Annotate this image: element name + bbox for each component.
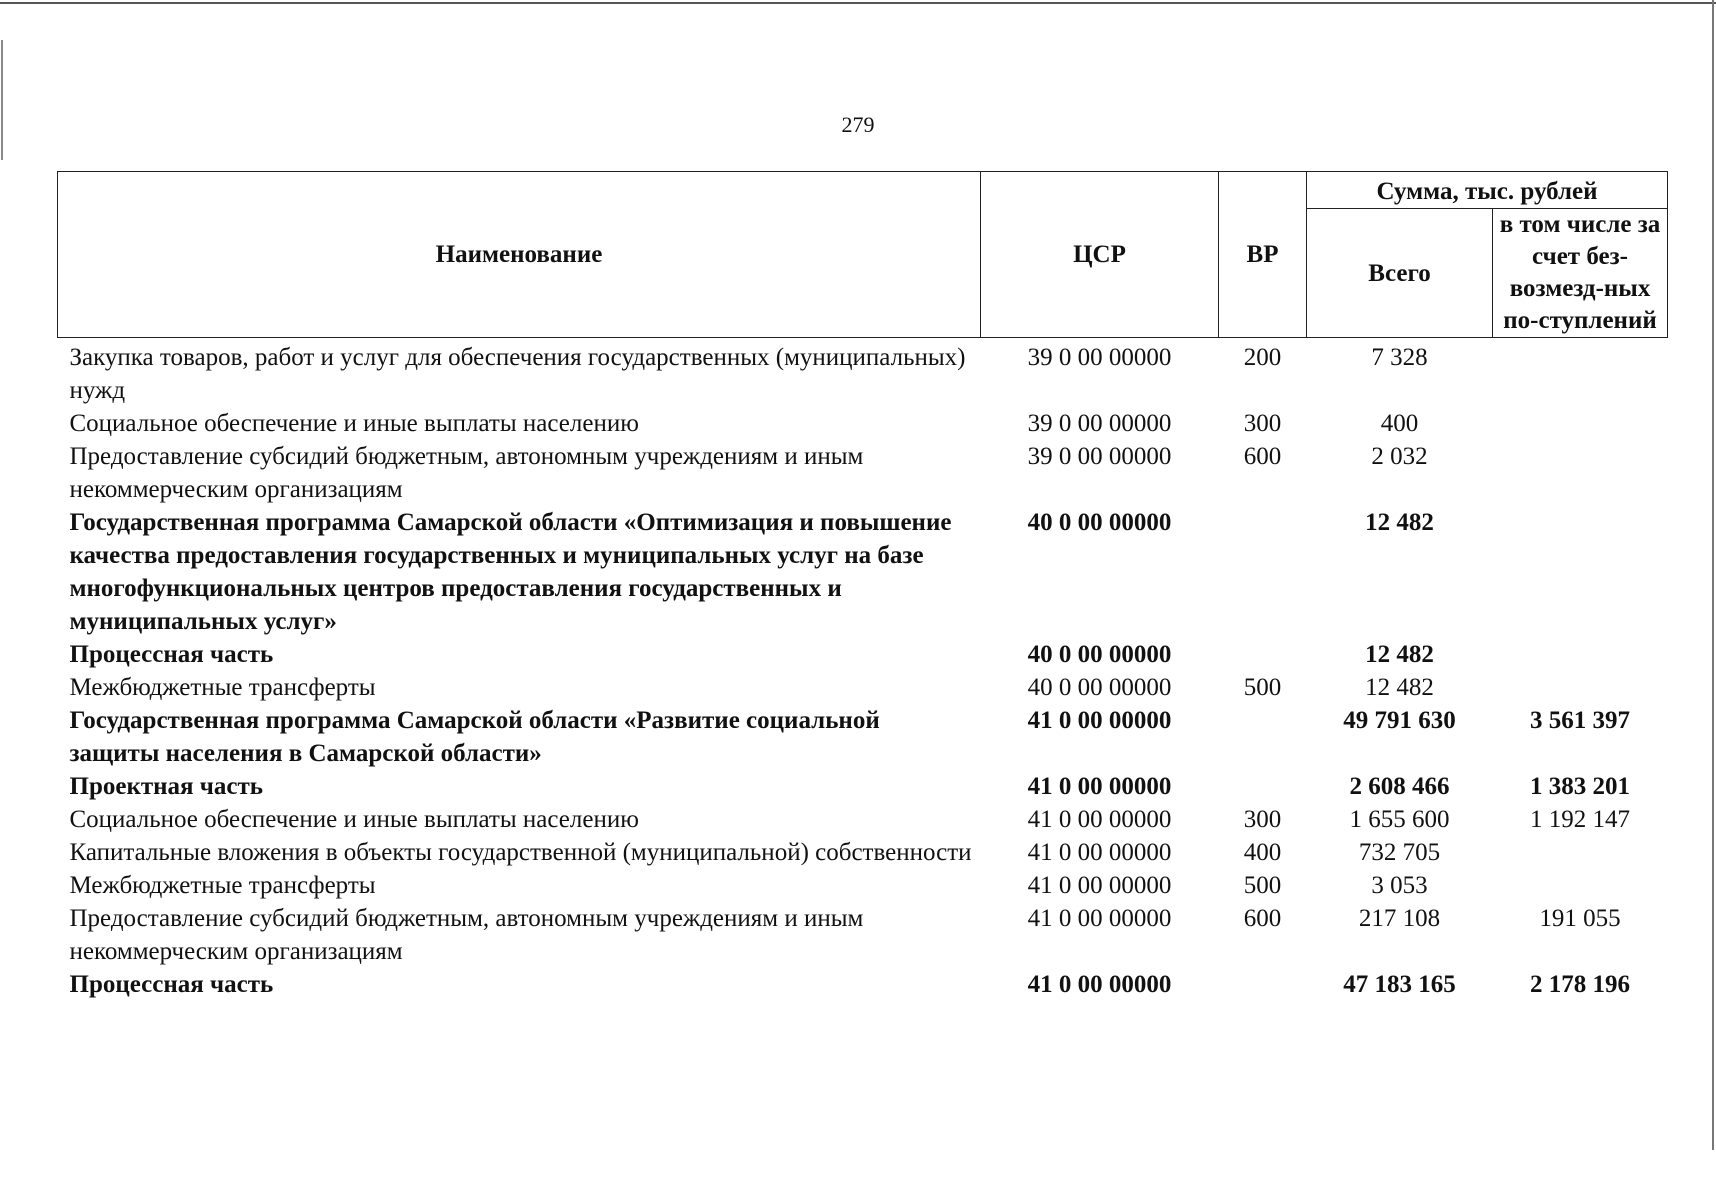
cell-total: 3 053 <box>1371 872 1428 899</box>
cell-total: 12 482 <box>1365 641 1434 668</box>
cell-free <box>1493 407 1668 440</box>
table-body <box>58 338 1668 1002</box>
table-row <box>58 869 1668 902</box>
cell-vr <box>1219 968 1307 1001</box>
cell-vr: 300 <box>1243 806 1282 833</box>
cell-csr: 41 0 00 00000 <box>1027 707 1172 734</box>
cell-vr: 300 <box>1243 410 1282 437</box>
cell-name: Государственная программа Самарской области «Оптимизация и повышение качества предоставления государственных и муниципальных услуг на базе многофункциональных центров предоставления государственных и муниципальных услуг» <box>69 509 952 635</box>
table-row <box>58 407 1668 440</box>
header-csr: ЦСР <box>981 172 1219 338</box>
table-row <box>58 902 1668 968</box>
table-row <box>58 803 1668 836</box>
cell-free <box>1493 338 1668 408</box>
cell-name: Социальное обеспечение и иные выплаты населению <box>69 806 639 833</box>
scan-top-border <box>0 2 1716 4</box>
table-header <box>58 172 1668 338</box>
cell-vr: 400 <box>1243 839 1282 866</box>
cell-free <box>1493 671 1668 704</box>
table-row <box>58 440 1668 506</box>
cell-vr <box>1219 770 1307 803</box>
cell-total: 2 032 <box>1371 443 1428 470</box>
cell-name: Государственная программа Самарской области «Развитие социальной защиты населения в Самарской области» <box>69 707 880 767</box>
table-row <box>58 671 1668 704</box>
cell-total: 732 705 <box>1358 839 1441 866</box>
cell-vr: 200 <box>1243 344 1282 371</box>
cell-name: Социальное обеспечение и иные выплаты населению <box>69 410 639 437</box>
cell-csr: 40 0 00 00000 <box>1027 641 1172 668</box>
cell-name: Процессная часть <box>69 641 274 668</box>
table-row <box>58 338 1668 408</box>
cell-csr: 40 0 00 00000 <box>1027 674 1172 701</box>
cell-total: 1 655 600 <box>1349 806 1450 833</box>
cell-total: 217 108 <box>1358 905 1441 932</box>
cell-total: 2 608 466 <box>1349 773 1450 800</box>
cell-name: Закупка товаров, работ и услуг для обеспечения государственных (муниципальных) нужд <box>69 344 966 404</box>
cell-name: Процессная часть <box>69 971 274 998</box>
cell-name: Межбюджетные трансферты <box>69 674 376 701</box>
cell-csr: 41 0 00 00000 <box>1027 872 1172 899</box>
cell-vr <box>1219 704 1307 770</box>
cell-vr: 500 <box>1243 674 1282 701</box>
table-row <box>58 770 1668 803</box>
header-vr: ВР <box>1219 172 1307 338</box>
cell-csr: 41 0 00 00000 <box>1027 806 1172 833</box>
cell-vr: 600 <box>1243 905 1282 932</box>
header-name: Наименование <box>58 172 981 338</box>
cell-csr: 40 0 00 00000 <box>1027 509 1172 536</box>
table-row <box>58 638 1668 671</box>
table-row <box>58 506 1668 638</box>
cell-free: 1 192 147 <box>1530 806 1630 833</box>
cell-vr <box>1219 506 1307 638</box>
cell-free <box>1493 440 1668 506</box>
cell-name: Капитальные вложения в объекты государственной (муниципальной) собственности <box>69 839 972 866</box>
header-free-receipts: в том числе за счет без-возмезд-ных по-ступлений <box>1493 209 1668 338</box>
cell-csr: 41 0 00 00000 <box>1027 971 1172 998</box>
header-total: Всего <box>1307 209 1493 338</box>
cell-name: Проектная часть <box>69 773 264 800</box>
cell-total: 12 482 <box>1365 509 1434 536</box>
cell-free: 3 561 397 <box>1530 707 1630 734</box>
cell-csr: 41 0 00 00000 <box>1027 839 1172 866</box>
scan-right-border <box>1712 0 1714 1150</box>
cell-name: Предоставление субсидий бюджетным, автономным учреждениям и иным некоммерческим организациям <box>69 905 864 965</box>
budget-table <box>57 171 1668 1001</box>
cell-total: 400 <box>1380 410 1419 437</box>
cell-free <box>1493 869 1668 902</box>
cell-total: 47 183 165 <box>1343 971 1456 998</box>
table-row <box>58 968 1668 1001</box>
cell-csr: 39 0 00 00000 <box>1027 443 1172 470</box>
cell-vr <box>1219 638 1307 671</box>
cell-free: 1 383 201 <box>1530 773 1630 800</box>
cell-csr: 41 0 00 00000 <box>1027 905 1172 932</box>
cell-name: Предоставление субсидий бюджетным, автономным учреждениям и иным некоммерческим организациям <box>69 443 864 503</box>
cell-free <box>1493 506 1668 638</box>
cell-csr: 41 0 00 00000 <box>1027 773 1172 800</box>
header-sum-group: Сумма, тыс. рублей <box>1307 172 1668 209</box>
cell-total: 49 791 630 <box>1343 707 1456 734</box>
cell-total: 12 482 <box>1365 674 1434 701</box>
cell-csr: 39 0 00 00000 <box>1027 344 1172 371</box>
cell-free: 2 178 196 <box>1530 971 1630 998</box>
cell-csr: 39 0 00 00000 <box>1027 410 1172 437</box>
cell-free <box>1493 638 1668 671</box>
cell-name: Межбюджетные трансферты <box>69 872 376 899</box>
table-row <box>58 836 1668 869</box>
cell-free: 191 055 <box>1539 905 1621 932</box>
scan-left-border <box>1 40 3 160</box>
cell-vr: 500 <box>1243 872 1282 899</box>
cell-vr: 600 <box>1243 443 1282 470</box>
page-number: 279 <box>841 112 875 137</box>
cell-free <box>1493 836 1668 869</box>
table-row <box>58 704 1668 770</box>
cell-total: 7 328 <box>1371 344 1428 371</box>
